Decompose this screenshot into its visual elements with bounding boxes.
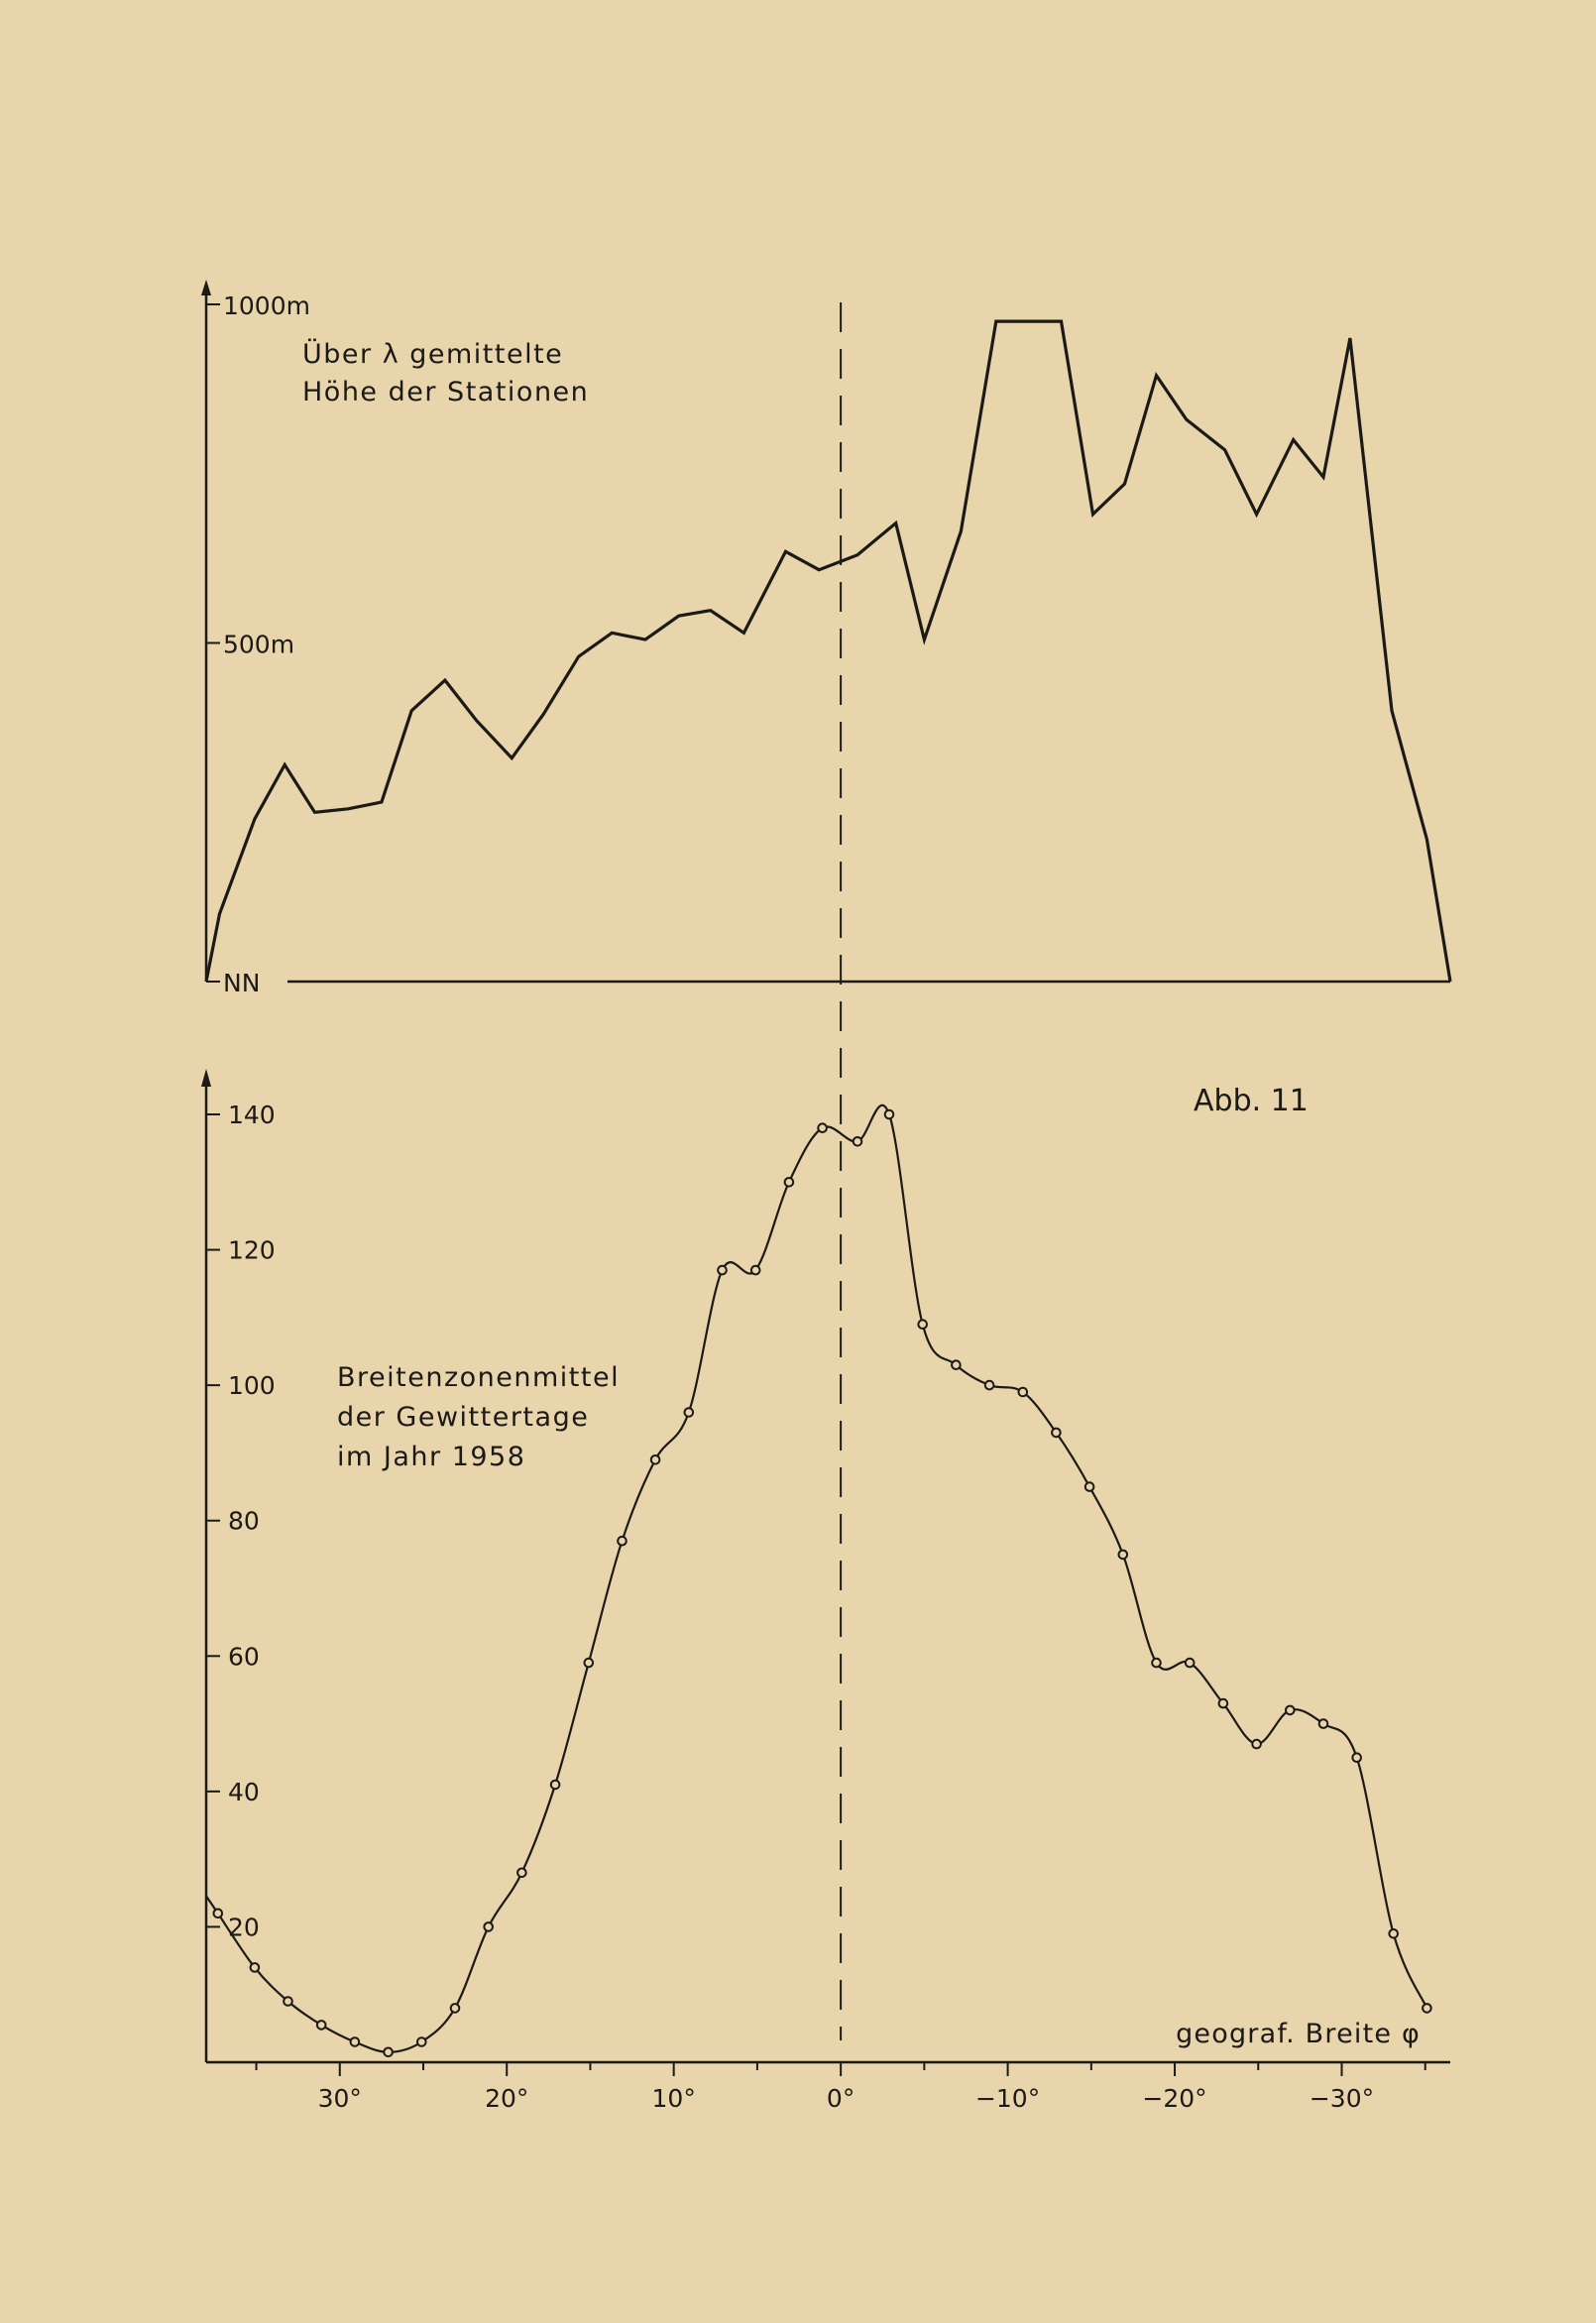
thunderstorm-data-point [417,2037,426,2046]
thunderstorm-data-point [1423,2004,1431,2013]
thunderstorm-chart [201,1069,1450,2113]
thunderstorm-data-point [618,1537,627,1546]
thunderstorm-data-point [718,1266,727,1275]
thunderstorm-data-point [317,2021,326,2030]
thunderstorm-x-tick-label: −20° [1142,2084,1207,2113]
thunderstorm-annotation-line: der Gewittertage [337,1402,590,1433]
thunderstorm-data-point [651,1455,660,1464]
figure-label: Abb. 11 [1194,1084,1309,1118]
altitude-y-tick-label: 1000m [223,291,310,320]
thunderstorm-data-point [351,2037,360,2046]
thunderstorm-y-tick-label: 40 [228,1777,260,1806]
altitude-y-tick-label: NN [223,969,261,997]
thunderstorm-data-point [885,1110,894,1119]
thunderstorm-x-tick-label: 20° [485,2084,529,2113]
thunderstorm-data-point [918,1320,927,1329]
thunderstorm-data-point [251,1963,260,1972]
thunderstorm-data-point [785,1178,794,1187]
thunderstorm-y-tick-label: 80 [228,1506,260,1536]
thunderstorm-data-point [484,1922,493,1931]
thunderstorm-data-point [1352,1753,1361,1762]
thunderstorm-x-tick-label: −30° [1309,2084,1375,2113]
thunderstorm-data-point [854,1137,862,1146]
thunderstorm-data-point [1219,1699,1228,1708]
thunderstorm-y-tick-label: 140 [228,1101,276,1129]
thunderstorm-data-point [384,2048,393,2057]
thunderstorm-y-axis-arrow [201,1069,211,1087]
thunderstorm-x-tick-label: 10° [651,2084,696,2113]
thunderstorm-x-axis-label: geograf. Breite φ [1176,2019,1421,2049]
altitude-y-tick-label: 500m [223,630,295,659]
thunderstorm-data-point [517,1869,526,1878]
thunderstorm-x-tick-label: −10° [974,2084,1041,2113]
thunderstorm-data-point [284,1997,292,2006]
thunderstorm-data-point [1252,1740,1261,1749]
thunderstorm-data-point [451,2004,460,2013]
thunderstorm-annotation-line: im Jahr 1958 [337,1442,526,1472]
thunderstorm-data-point [551,1781,560,1790]
thunderstorm-x-tick-label: 0° [826,2084,855,2113]
thunderstorm-series-curve [206,1105,1426,2052]
thunderstorm-data-point [214,1910,223,1918]
thunderstorm-x-tick-label: 30° [317,2084,362,2113]
thunderstorm-data-point [1286,1706,1295,1715]
thunderstorm-y-tick-label: 100 [228,1371,276,1401]
thunderstorm-data-point [985,1381,994,1390]
thunderstorm-data-point [1085,1482,1094,1491]
thunderstorm-data-point [585,1659,594,1668]
thunderstorm-data-point [1119,1551,1128,1560]
thunderstorm-data-point [818,1123,827,1132]
thunderstorm-data-point [952,1360,961,1369]
thunderstorm-data-point [1389,1929,1398,1938]
thunderstorm-annotation-line: Breitenzonenmittel [337,1362,621,1393]
thunderstorm-data-point [1052,1429,1061,1438]
thunderstorm-data-point [1186,1659,1195,1668]
thunderstorm-data-point [1319,1719,1328,1728]
thunderstorm-y-tick-label: 60 [228,1642,260,1672]
thunderstorm-y-tick-label: 20 [228,1913,260,1942]
altitude-annotation-line: Über λ gemittelte [302,339,564,370]
altitude-chart [201,280,1450,997]
thunderstorm-data-point [751,1266,760,1275]
altitude-annotation-line: Höhe der Stationen [302,377,590,407]
altitude-y-axis-arrow [201,280,211,295]
thunderstorm-data-point [1019,1388,1028,1397]
thunderstorm-y-tick-label: 120 [228,1235,276,1265]
thunderstorm-data-point [1152,1659,1161,1668]
thunderstorm-data-point [685,1408,694,1417]
altitude-series-line [206,321,1450,982]
